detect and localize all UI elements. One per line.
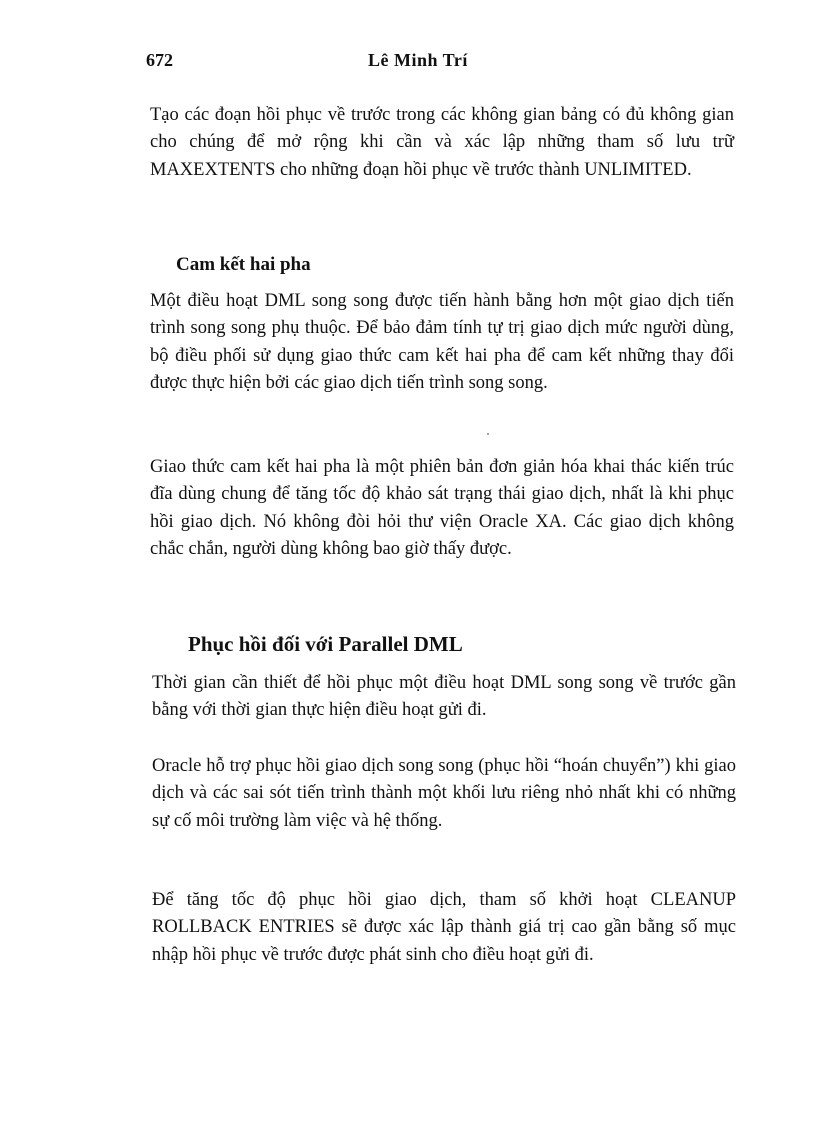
section-heading-parallel-dml-recovery: Phục hồi đối với Parallel DML <box>188 632 463 656</box>
paragraph-rollback-segments: Tạo các đoạn hồi phục về trước trong các không gian bảng có đủ không gian cho chúng để mở rộng khi cần và xác lập những tham số lưu trữ MAXEXTENTS cho những đoạn hồi phục về trước thành UNLIMITED. <box>150 105 734 180</box>
page-header <box>146 50 736 74</box>
running-title: Lê Minh Trí <box>368 50 468 70</box>
paragraph-two-phase-protocol: Giao thức cam kết hai pha là một phiên bản đơn giản hóa khai thác kiến trúc đĩa dùng chung để tăng tốc độ khảo sát trạng thái giao dịch, nhất là khi phục hồi giao dịch. Nó không đòi hỏi thư viện Oracle XA. Các giao dịch không chắc chắn, người dùng không bao giờ thấy được. <box>150 457 734 559</box>
paragraph-parallel-recovery: Oracle hỗ trợ phục hồi giao dịch song song (phục hồi “hoán chuyển”) khi giao dịch và các sai sót tiến trình thành một khối lưu riêng nhỏ nhất khi có những sự cố môi trường làm việc và hệ thống. <box>152 756 736 831</box>
paragraph-rollback-time: Thời gian cần thiết để hồi phục một điều hoạt DML song song về trước gần bằng với thời gian thực hiện điều hoạt gửi đi. <box>152 673 736 721</box>
paragraph-parallel-dml-transactions: Một điều hoạt DML song song được tiến hành bằng hơn một giao dịch tiến trình song song phụ thuộc. Để bảo đảm tính tự trị giao dịch mức người dùng, bộ điều phối sử dụng giao thức cam kết hai pha để cam kết những thay đổi được thực hiện bởi các giao dịch tiến trình song song. <box>150 291 734 393</box>
scan-speck <box>487 433 489 435</box>
section-heading-two-phase-commit: Cam kết hai pha <box>176 254 311 275</box>
page-number: 672 <box>146 50 173 70</box>
paragraph-cleanup-rollback-entries: Để tăng tốc độ phục hồi giao dịch, tham số khởi hoạt CLEANUP ROLLBACK ENTRIES sẽ được xác lập thành giá trị cao gần bằng số mục nhập hồi phục về trước được phát sinh cho điều hoạt gửi đi. <box>152 890 736 965</box>
